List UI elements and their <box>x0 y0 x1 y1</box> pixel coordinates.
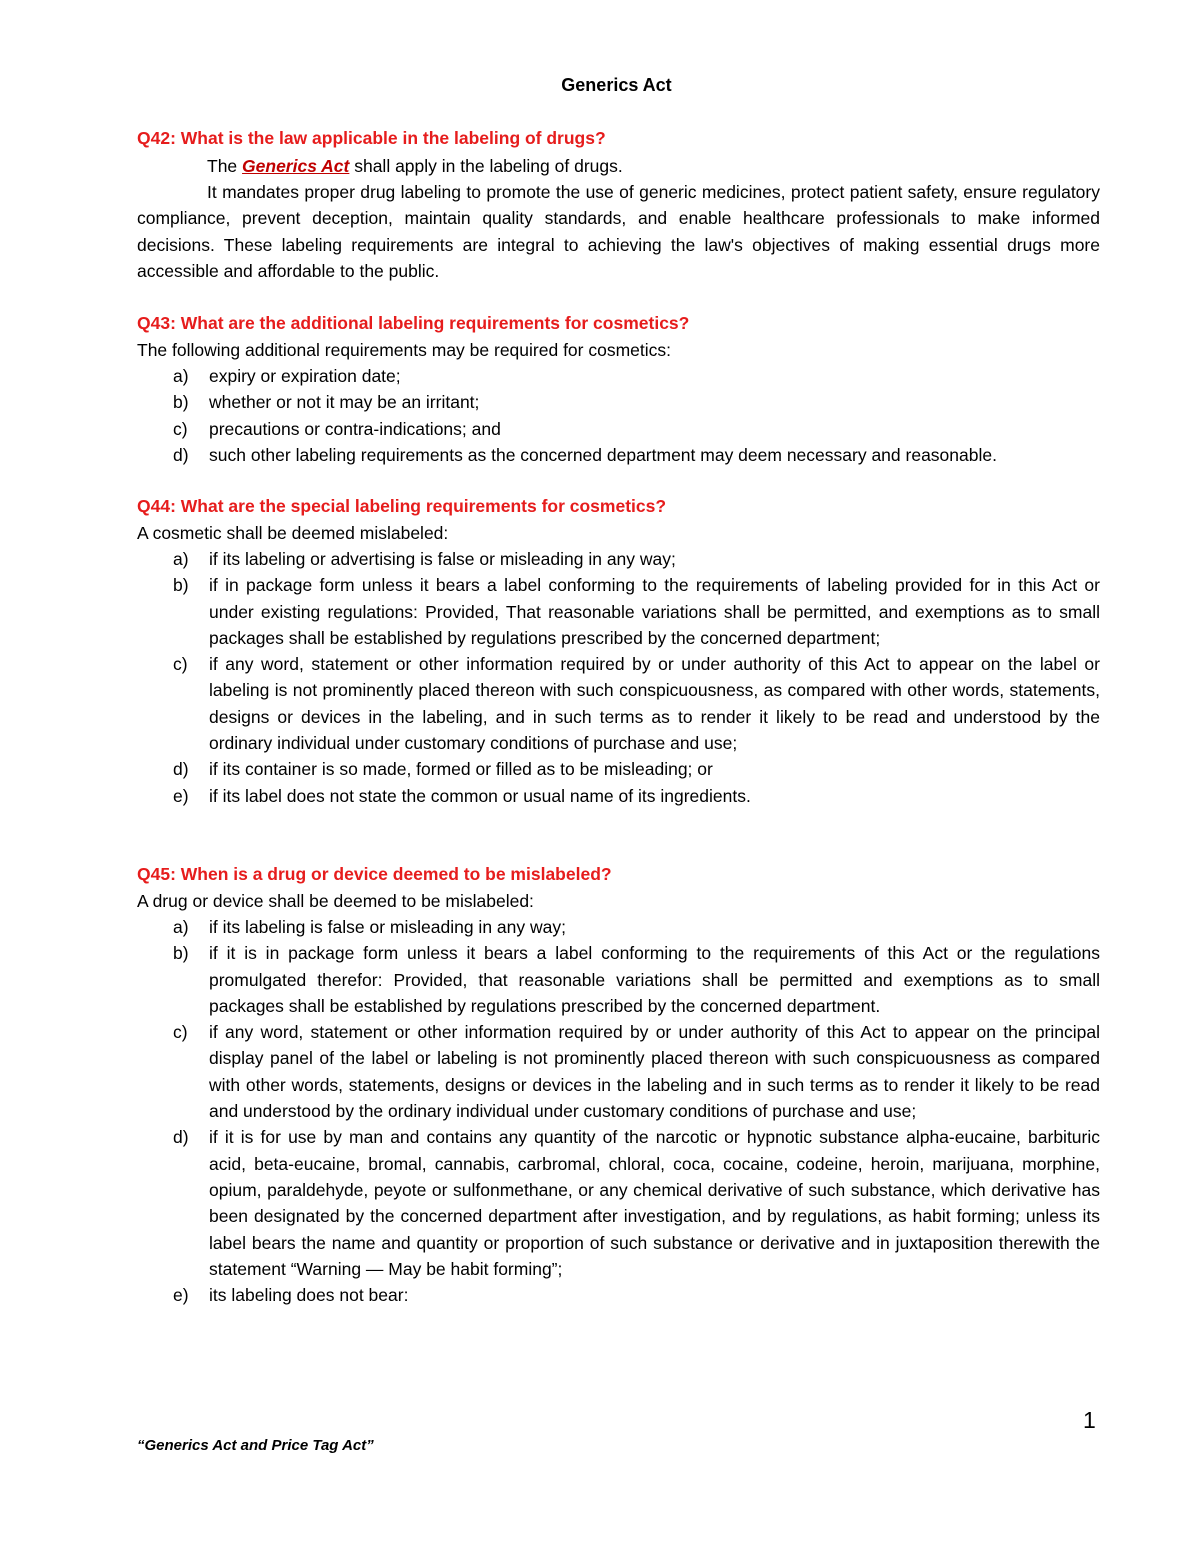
list-item-text: whether or not it may be an irritant; <box>209 392 480 413</box>
list-marker: c) <box>173 1022 188 1043</box>
list-marker: a) <box>173 549 189 569</box>
list-item-text: if its labeling or advertising is false or misleading in any way; <box>209 549 676 569</box>
list-item-text: its labeling does not bear: <box>209 1285 409 1306</box>
list-item-text: expiry or expiration date; <box>209 366 401 386</box>
list-item-text: if its label does not state the common or usual name of its ingredients. <box>209 785 751 806</box>
page-title: Generics Act <box>561 75 672 95</box>
list-marker: d) <box>173 759 189 780</box>
q43-list <box>0 363 1200 468</box>
q45-lead: A drug or device shall be deemed to be mislabeled: <box>137 891 534 911</box>
q42-paragraph-2: It mandates proper drug labeling to promote the use of generic medicines, protect patient safety, ensure regulatory compliance, prevent deception, maintain quality standards, and enable healthcare professionals to make informed decisions. These labeling requirements are integral to achieving the law's objectives of making essential drugs more accessible and affordable to the public. <box>137 182 1100 281</box>
list-item <box>0 572 1100 651</box>
page-footer: “Generics Act and Price Tag Act” <box>137 1437 374 1454</box>
list-item <box>0 1124 1100 1282</box>
q44-list <box>0 546 1200 809</box>
list-marker: d) <box>173 444 189 465</box>
list-item-text: if it is in package form unless it bears a label conforming to the requirements of this Act or the regulations promulgated therefor: Provided, that reasonable variations shall be permitted and exemptions as to small packages shall be established by regulations prescribed by the concerned department. <box>209 943 1100 1016</box>
list-item-text: precautions or contra-indications; and <box>209 418 501 439</box>
list-marker: b) <box>173 943 189 964</box>
page-number: 1 <box>1083 1407 1096 1433</box>
list-item-text: if its labeling is false or misleading in any way; <box>209 917 566 937</box>
list-item <box>0 389 1100 415</box>
list-item-text: if it is for use by man and contains any quantity of the narcotic or hypnotic substance alpha-eucaine, barbituric acid, beta-eucaine, bromal, cannabis, carbromal, chloral, coca, cocaine, codeine, heroin, marijuana, morphine, opium, paraldehyde, peyote or sulfonmethane, or any chemical derivative of such substance, which derivative has been designated by the concerned department after investigation, and by regulations, as habit forming; unless its label bears the name and quantity or proportion of such substance or derivative and in juxtaposition therewith the statement “Warning — May be habit forming”; <box>209 1127 1100 1279</box>
q44-heading: Q44: What are the special labeling requirements for cosmetics? <box>137 496 667 516</box>
list-item-text: if any word, statement or other information required by or under authority of this Act to appear on the label or labeling is not prominently placed thereon with such conspicuousness, as compared with other words, statements, designs or devices in the labeling, and in such terms as to render it likely to be read and understood by the ordinary individual under customary conditions of purchase and use; <box>209 654 1100 754</box>
generics-act-emphasis: Generics Act <box>242 156 350 176</box>
list-item <box>0 914 1100 940</box>
q45-heading: Q45: When is a drug or device deemed to be mislabeled? <box>137 864 612 884</box>
list-marker: d) <box>173 1127 189 1148</box>
q42-p1-post: shall apply in the labeling of drugs. <box>349 156 623 176</box>
list-item <box>0 442 1100 468</box>
list-item-text: such other labeling requirements as the concerned department may deem necessary and reasonable. <box>209 444 997 465</box>
list-item-text: if its container is so made, formed or filled as to be misleading; or <box>209 759 713 780</box>
list-item-text: if in package form unless it bears a label conforming to the requirements of labeling provided for in this Act or under existing regulations: Provided, That reasonable variations shall be permitted, and exemptions as to small packages shall be established by regulations prescribed by the concerned department; <box>209 575 1100 648</box>
list-item <box>0 651 1100 756</box>
q42-heading: Q42: What is the law applicable in the labeling of drugs? <box>137 128 606 148</box>
list-marker: a) <box>173 917 189 937</box>
list-marker: b) <box>173 575 189 596</box>
list-marker: c) <box>173 418 188 439</box>
list-marker: c) <box>173 654 188 675</box>
q42-p1-pre: The <box>207 156 243 176</box>
q43-heading: Q43: What are the additional labeling requirements for cosmetics? <box>137 313 690 333</box>
list-item <box>0 1282 1100 1308</box>
q44-lead: A cosmetic shall be deemed mislabeled: <box>137 523 449 543</box>
list-item <box>0 416 1100 442</box>
list-marker: a) <box>173 366 189 386</box>
list-item <box>0 546 1100 572</box>
list-item-text: if any word, statement or other information required by or under authority of this Act to appear on the principal display panel of the label or labeling is not prominently placed thereon with such conspicuousness as compared with other words, statements, designs or devices in the labeling and in such terms as to render it likely to be read and understood by the ordinary individual under customary conditions of purchase and use; <box>209 1022 1100 1122</box>
q43-lead: The following additional requirements may be required for cosmetics: <box>137 340 672 360</box>
list-item <box>0 783 1100 809</box>
q45-list <box>0 914 1200 1308</box>
list-marker: b) <box>173 392 189 413</box>
list-marker: e) <box>173 1285 189 1306</box>
q42-paragraph-1 <box>137 153 1100 179</box>
list-item <box>0 940 1100 1019</box>
list-item <box>0 756 1100 782</box>
list-marker: e) <box>173 785 189 806</box>
list-item <box>0 363 1100 389</box>
list-item <box>0 1019 1100 1124</box>
